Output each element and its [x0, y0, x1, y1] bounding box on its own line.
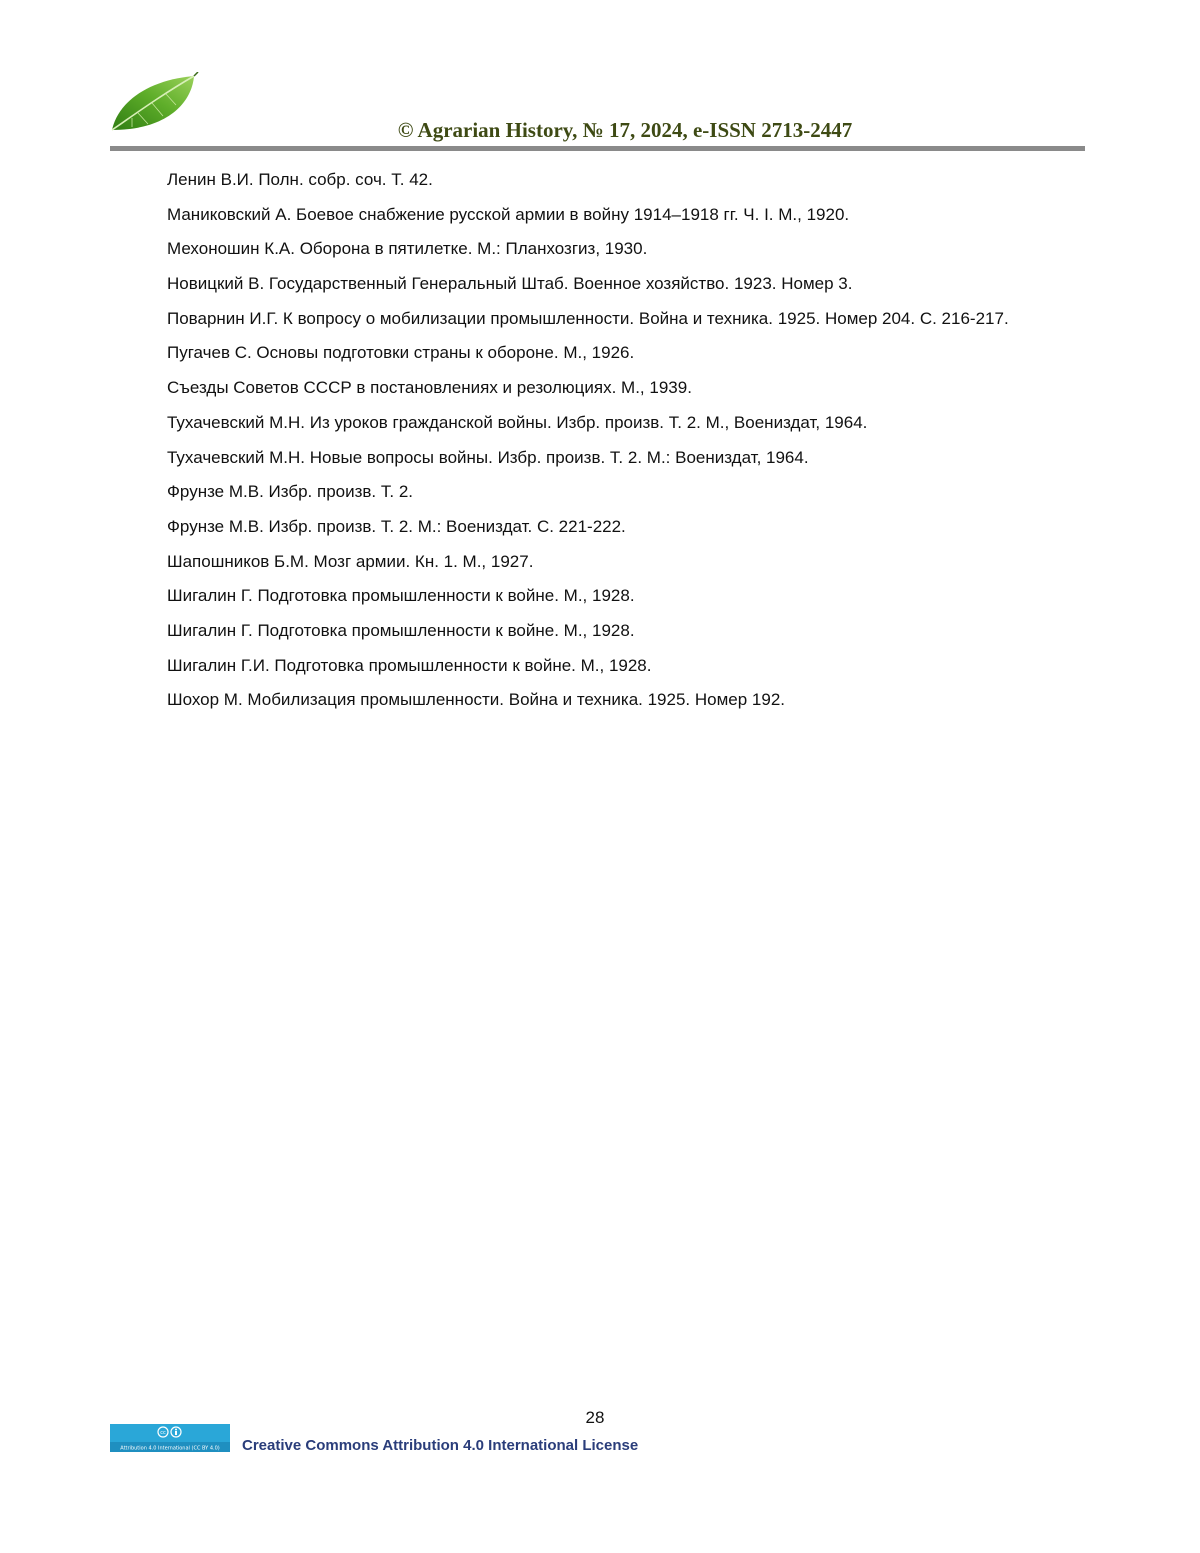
cc-badge-caption: Attribution 4.0 International (CC BY 4.0) — [120, 1445, 220, 1452]
reference-item: Поварнин И.Г. К вопросу о мобилизации промышленности. Война и техника. 1925. Номер 204. С. 216-217. — [167, 308, 1009, 328]
svg-text:cc: cc — [160, 1430, 166, 1436]
reference-item: Шигалин Г. Подготовка промышленности к войне. М., 1928. — [167, 586, 635, 606]
cc-by-license-badge[interactable] — [110, 1424, 230, 1452]
references-list — [110, 170, 1085, 725]
reference-item: Съезды Советов СССР в постановлениях и резолюциях. М., 1939. — [167, 378, 692, 398]
reference-item: Шигалин Г. Подготовка промышленности к войне. М., 1928. — [167, 620, 635, 640]
reference-item: Фрунзе М.В. Избр. произв. Т. 2. М.: Воениздат. С. 221-222. — [167, 516, 626, 536]
reference-item: Тухачевский М.Н. Новые вопросы войны. Избр. произв. Т. 2. М.: Воениздат, 1964. — [167, 447, 809, 467]
reference-item: Маниковский А. Боевое снабжение русской армии в войну 1914–1918 гг. Ч. I. М., 1920. — [167, 204, 850, 224]
license-link[interactable]: Creative Commons Attribution 4.0 International License — [242, 1437, 639, 1454]
reference-item: Шапошников Б.М. Мозг армии. Кн. 1. М., 1927. — [167, 551, 534, 571]
journal-header-title: © Agrarian History, № 17, 2024, e-ISSN 2713-2447 — [397, 118, 853, 142]
page-number: 28 — [585, 1408, 605, 1427]
reference-item: Пугачев С. Основы подготовки страны к обороне. М., 1926. — [167, 343, 635, 363]
reference-item: Шохор М. Мобилизация промышленности. Война и техника. 1925. Номер 192. — [167, 690, 786, 710]
reference-item: Новицкий В. Государственный Генеральный Штаб. Военное хозяйство. 1923. Номер 3. — [167, 274, 853, 294]
reference-item: Ленин В.И. Полн. собр. соч. Т. 42. — [167, 170, 433, 189]
reference-item: Мехоношин К.А. Оборона в пятилетке. М.: Планхозгиз, 1930. — [167, 239, 648, 259]
reference-item: Тухачевский М.Н. Из уроков гражданской войны. Избр. произв. Т. 2. М., Воениздат, 1964. — [167, 412, 868, 432]
reference-item: Шигалин Г.И. Подготовка промышленности к войне. М., 1928. — [167, 655, 652, 675]
header-divider — [110, 146, 1085, 151]
reference-item: Фрунзе М.В. Избр. произв. Т. 2. — [167, 482, 413, 502]
